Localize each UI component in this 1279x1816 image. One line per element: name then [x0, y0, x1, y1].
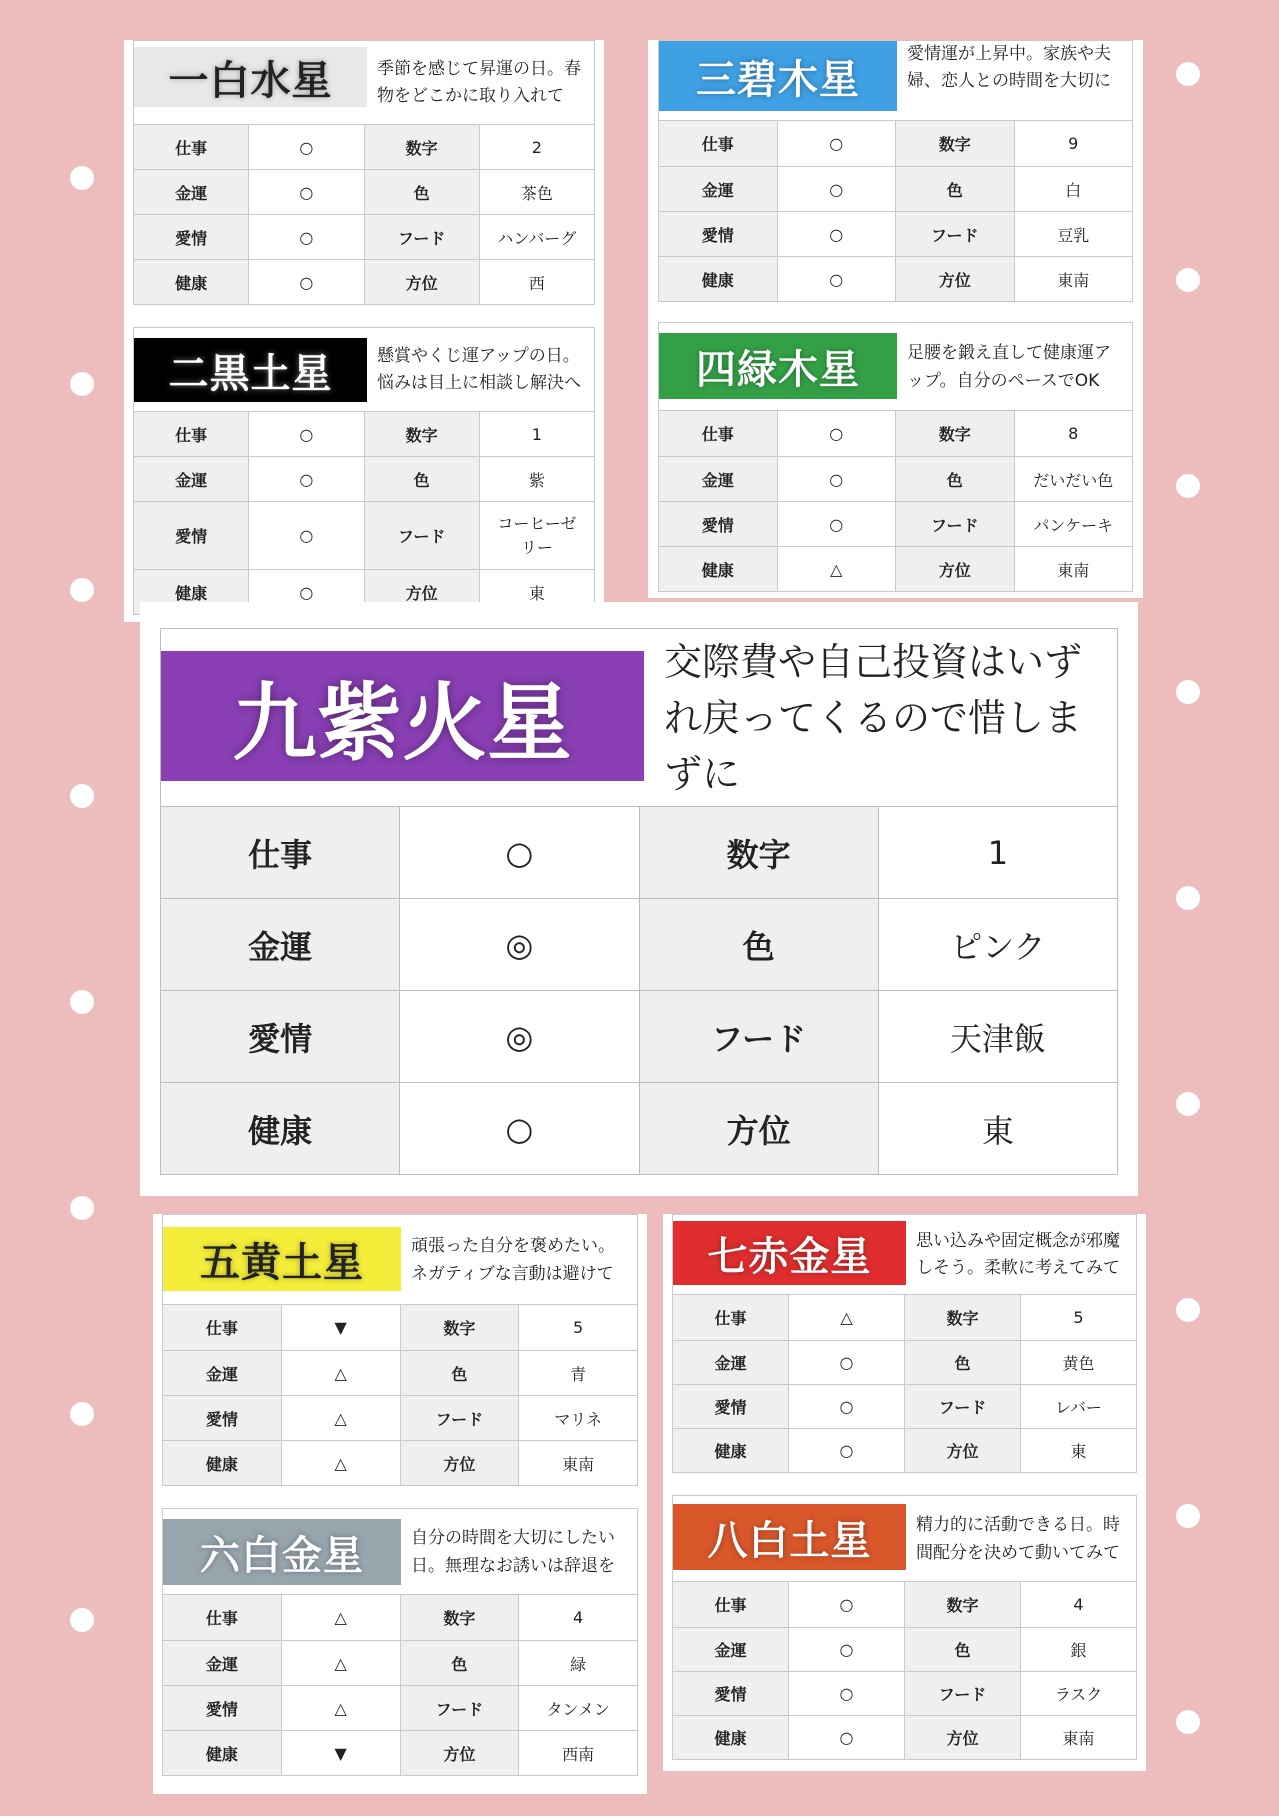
label-direction: 方位: [400, 1441, 519, 1486]
label-love: 愛情: [163, 1686, 282, 1731]
value-food: タンメン: [519, 1686, 638, 1731]
value-color: ピンク: [878, 899, 1117, 991]
binder-hole: [1176, 62, 1200, 86]
fortune-description: 思い込みや固定概念が邪魔しそう。柔軟に考えてみて: [916, 1230, 1120, 1278]
value-color: 紫: [479, 457, 594, 502]
value-number: 4: [519, 1595, 638, 1641]
fortune-table: [672, 1581, 1137, 1760]
label-food: フード: [905, 1672, 1021, 1716]
value-health: ▼: [281, 1731, 400, 1776]
label-work: 仕事: [163, 1595, 282, 1641]
value-love: △: [281, 1686, 400, 1731]
label-number: 数字: [905, 1582, 1021, 1628]
label-direction: 方位: [896, 257, 1015, 302]
star-name-badge: 三碧木星: [659, 41, 897, 111]
binder-hole: [1176, 474, 1200, 498]
value-money: ○: [789, 1341, 905, 1385]
label-money: 金運: [673, 1628, 789, 1672]
value-number: 2: [479, 125, 594, 170]
star-name-badge: 九紫火星: [161, 651, 644, 781]
label-number: 数字: [400, 1595, 519, 1641]
label-work: 仕事: [673, 1295, 789, 1341]
value-food: 天津飯: [878, 991, 1117, 1083]
label-direction: 方位: [905, 1429, 1021, 1473]
value-number: 5: [1021, 1295, 1137, 1341]
binder-hole: [70, 372, 94, 396]
star-name-badge: 二黒土星: [134, 338, 367, 402]
label-love: 愛情: [659, 502, 778, 547]
label-number: 数字: [639, 807, 878, 899]
label-money: 金運: [134, 457, 249, 502]
value-money: ○: [249, 170, 364, 215]
value-direction: 東南: [1014, 257, 1133, 302]
fortune-table: [160, 806, 1118, 1175]
value-food: パンケーキ: [1014, 502, 1133, 547]
binder-hole: [70, 166, 94, 190]
value-work: ○: [249, 125, 364, 170]
binder-hole: [70, 1196, 94, 1220]
fortune-description: 季節を感じて昇運の日。春物をどこかに取り入れて: [377, 58, 581, 106]
value-direction: 東: [878, 1083, 1117, 1175]
fortune-table: [133, 124, 595, 305]
binder-hole: [1176, 1710, 1200, 1734]
label-work: 仕事: [134, 125, 249, 170]
fortune-table: [133, 411, 595, 615]
value-love: ◎: [400, 991, 639, 1083]
star-name-badge: 五黄土星: [163, 1227, 401, 1291]
label-number: 数字: [896, 121, 1015, 167]
fortune-description: 自分の時間を大切にしたい日。無理なお誘いは辞退を: [411, 1527, 615, 1576]
value-direction: 東: [1021, 1429, 1137, 1473]
label-health: 健康: [163, 1731, 282, 1776]
fortune-description: 精力的に活動できる日。時間配分を決めて動いてみて: [916, 1514, 1120, 1563]
label-money: 金運: [659, 457, 778, 502]
value-number: 4: [1021, 1582, 1137, 1628]
binder-hole: [70, 1608, 94, 1632]
value-number: 1: [878, 807, 1117, 899]
label-color: 色: [364, 457, 479, 502]
label-color: 色: [905, 1341, 1021, 1385]
fortune-card-ippaku: [124, 40, 604, 622]
value-food: レバー: [1021, 1385, 1137, 1429]
value-number: 5: [519, 1305, 638, 1351]
value-number: 9: [1014, 121, 1133, 167]
label-color: 色: [896, 457, 1015, 502]
fortune-description: 頑張った自分を褒めたい。ネガティブな言動は避けて: [411, 1235, 615, 1284]
star-name-badge: 八白土星: [673, 1504, 906, 1570]
binder-hole: [1176, 680, 1200, 704]
value-health: △: [777, 547, 896, 592]
label-health: 健康: [134, 260, 249, 305]
value-love: △: [281, 1396, 400, 1441]
value-color: 緑: [519, 1641, 638, 1686]
value-health: ○: [400, 1083, 639, 1175]
value-color: 白: [1014, 167, 1133, 212]
label-health: 健康: [673, 1429, 789, 1473]
value-food: 豆乳: [1014, 212, 1133, 257]
value-work: △: [281, 1595, 400, 1641]
binder-hole: [70, 578, 94, 602]
value-direction: 西南: [519, 1731, 638, 1776]
value-work: ▼: [281, 1305, 400, 1351]
fortune-description: 交際費や自己投資はいずれ戻ってくるので惜しまずに: [664, 639, 1083, 796]
fortune-card-nanaseki: [663, 1214, 1146, 1771]
label-direction: 方位: [364, 260, 479, 305]
value-health: ○: [777, 257, 896, 302]
label-number: 数字: [364, 412, 479, 457]
value-money: ○: [777, 167, 896, 212]
label-color: 色: [364, 170, 479, 215]
value-money: ◎: [400, 899, 639, 991]
value-love: ○: [777, 502, 896, 547]
label-money: 金運: [163, 1641, 282, 1686]
label-money: 金運: [161, 899, 400, 991]
value-health: △: [281, 1441, 400, 1486]
label-health: 健康: [163, 1441, 282, 1486]
label-love: 愛情: [134, 215, 249, 260]
label-work: 仕事: [163, 1305, 282, 1351]
label-food: フード: [896, 502, 1015, 547]
value-love: ○: [249, 502, 364, 570]
star-name-badge: 六白金星: [163, 1519, 401, 1585]
label-food: フード: [896, 212, 1015, 257]
label-health: 健康: [134, 570, 249, 615]
label-health: 健康: [161, 1083, 400, 1175]
binder-hole: [1176, 886, 1200, 910]
label-number: 数字: [905, 1295, 1021, 1341]
label-love: 愛情: [163, 1396, 282, 1441]
value-health: ○: [789, 1716, 905, 1760]
label-money: 金運: [659, 167, 778, 212]
star-name-badge: 七赤金星: [673, 1221, 906, 1285]
binder-hole: [70, 990, 94, 1014]
fortune-description: 懸賞やくじ運アップの日。悩みは目上に相談し解決へ: [377, 345, 581, 393]
label-number: 数字: [400, 1305, 519, 1351]
fortune-card-kyushi: [140, 602, 1138, 1196]
value-color: 茶色: [479, 170, 594, 215]
label-color: 色: [896, 167, 1015, 212]
star-name-badge: 四緑木星: [659, 333, 897, 399]
label-direction: 方位: [639, 1083, 878, 1175]
fortune-table: [658, 410, 1133, 592]
value-work: ○: [400, 807, 639, 899]
fortune-card-goou: [153, 1214, 647, 1794]
label-direction: 方位: [400, 1731, 519, 1776]
label-money: 金運: [163, 1351, 282, 1396]
fortune-card-sanpeki: [648, 40, 1143, 598]
value-work: ○: [249, 412, 364, 457]
value-work: ○: [777, 121, 896, 167]
binder-hole: [1176, 1092, 1200, 1116]
star-name-badge: 一白水星: [134, 47, 367, 107]
value-direction: 東南: [1021, 1716, 1137, 1760]
value-direction: 西: [479, 260, 594, 305]
label-work: 仕事: [659, 411, 778, 457]
value-love: ○: [777, 212, 896, 257]
label-health: 健康: [673, 1716, 789, 1760]
value-money: ○: [777, 457, 896, 502]
fortune-table: [162, 1594, 638, 1776]
value-color: 青: [519, 1351, 638, 1396]
value-color: だいだい色: [1014, 457, 1133, 502]
label-food: フード: [364, 215, 479, 260]
label-work: 仕事: [134, 412, 249, 457]
label-color: 色: [639, 899, 878, 991]
label-direction: 方位: [364, 570, 479, 615]
value-work: ○: [789, 1582, 905, 1628]
value-money: △: [281, 1641, 400, 1686]
value-love: ○: [789, 1385, 905, 1429]
label-food: フード: [400, 1686, 519, 1731]
label-health: 健康: [659, 257, 778, 302]
fortune-table: [658, 120, 1133, 302]
value-number: 1: [479, 412, 594, 457]
value-food: ラスク: [1021, 1672, 1137, 1716]
value-health: ○: [249, 260, 364, 305]
value-money: ○: [249, 457, 364, 502]
fortune-description: 愛情運が上昇中。家族や夫婦、恋人との時間を大切に: [907, 44, 1111, 91]
label-food: フード: [639, 991, 878, 1083]
value-love: ○: [789, 1672, 905, 1716]
value-direction: 東南: [519, 1441, 638, 1486]
binder-hole: [70, 784, 94, 808]
label-food: フード: [400, 1396, 519, 1441]
value-health: ○: [249, 570, 364, 615]
binder-hole: [1176, 1504, 1200, 1528]
value-work: ○: [777, 411, 896, 457]
value-money: △: [281, 1351, 400, 1396]
binder-hole: [1176, 1298, 1200, 1322]
label-work: 仕事: [659, 121, 778, 167]
value-food: コーヒーゼリー: [479, 502, 594, 570]
value-color: 銀: [1021, 1628, 1137, 1672]
label-number: 数字: [896, 411, 1015, 457]
label-love: 愛情: [134, 502, 249, 570]
label-food: フード: [905, 1385, 1021, 1429]
binder-hole: [70, 1402, 94, 1426]
label-color: 色: [400, 1351, 519, 1396]
value-work: △: [789, 1295, 905, 1341]
binder-hole: [1176, 268, 1200, 292]
label-number: 数字: [364, 125, 479, 170]
value-health: ○: [789, 1429, 905, 1473]
label-love: 愛情: [673, 1385, 789, 1429]
label-money: 金運: [673, 1341, 789, 1385]
label-color: 色: [905, 1628, 1021, 1672]
fortune-description: 足腰を鍛え直して健康運アップ。自分のペースでOK: [907, 342, 1111, 391]
value-love: ○: [249, 215, 364, 260]
label-direction: 方位: [896, 547, 1015, 592]
label-work: 仕事: [161, 807, 400, 899]
label-color: 色: [400, 1641, 519, 1686]
fortune-table: [672, 1294, 1137, 1473]
value-direction: 東: [479, 570, 594, 615]
fortune-table: [162, 1304, 638, 1486]
label-work: 仕事: [673, 1582, 789, 1628]
value-direction: 東南: [1014, 547, 1133, 592]
label-money: 金運: [134, 170, 249, 215]
value-food: ハンバーグ: [479, 215, 594, 260]
label-love: 愛情: [673, 1672, 789, 1716]
label-food: フード: [364, 502, 479, 570]
label-love: 愛情: [161, 991, 400, 1083]
label-health: 健康: [659, 547, 778, 592]
value-money: ○: [789, 1628, 905, 1672]
value-number: 8: [1014, 411, 1133, 457]
label-direction: 方位: [905, 1716, 1021, 1760]
value-food: マリネ: [519, 1396, 638, 1441]
value-color: 黄色: [1021, 1341, 1137, 1385]
label-love: 愛情: [659, 212, 778, 257]
